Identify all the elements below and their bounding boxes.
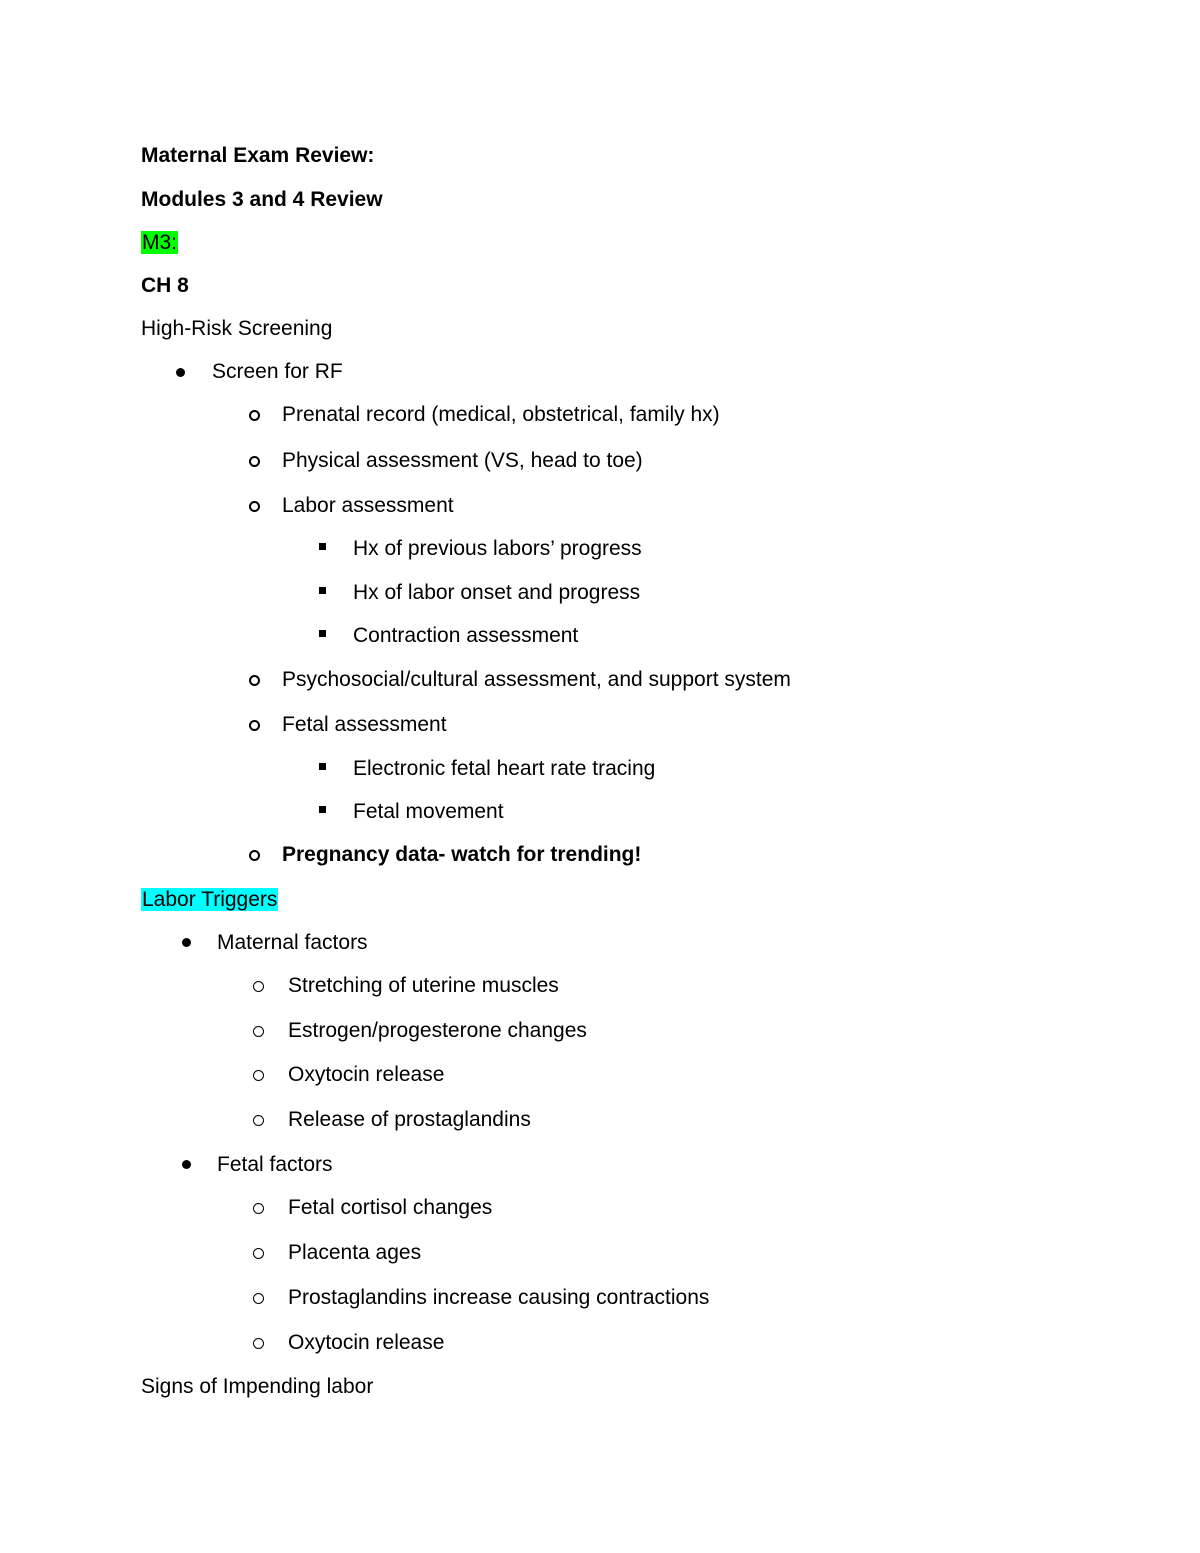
labor-triggers-heading	[141, 886, 278, 914]
fetal-factor-subitem: Placenta ages	[288, 1241, 422, 1264]
bullet-disc-icon	[182, 938, 191, 947]
fetal-factor-subitem: Fetal cortisol changes	[288, 1196, 493, 1219]
fetal-assessment-item: Fetal assessment	[282, 713, 447, 736]
bullet-square-icon	[319, 806, 326, 813]
bullet-circle-icon	[253, 1115, 264, 1126]
bullet-square-icon	[319, 630, 326, 637]
fetal-factor-subitem: Prostaglandins increase causing contractions	[288, 1286, 710, 1309]
bullet-circle-icon	[253, 1203, 264, 1214]
labor-subitem: Contraction assessment	[353, 624, 579, 647]
impending-labor-heading: Signs of Impending labor	[141, 1375, 374, 1398]
labor-assessment-item: Labor assessment	[282, 494, 454, 517]
bullet-square-icon	[319, 543, 326, 550]
bullet-circle-icon	[253, 1070, 264, 1081]
bullet-disc-icon	[176, 368, 185, 377]
pregnancy-data-item: Pregnancy data- watch for trending!	[282, 843, 642, 866]
maternal-subitem: Release of prostaglandins	[288, 1108, 531, 1131]
fetal-subitem: Electronic fetal heart rate tracing	[353, 757, 656, 780]
fetal-subitem: Fetal movement	[353, 800, 504, 823]
maternal-subitem: Estrogen/progesterone changes	[288, 1019, 587, 1042]
fetal-factors-item: Fetal factors	[217, 1153, 333, 1176]
screen-for-rf-item: Screen for RF	[212, 360, 343, 383]
bullet-circle-icon	[253, 1338, 264, 1349]
fetal-factor-subitem: Oxytocin release	[288, 1331, 445, 1354]
bullet-circle-icon	[249, 720, 260, 731]
prenatal-record-item: Prenatal record (medical, obstetrical, family hx)	[282, 403, 720, 426]
labor-subitem: Hx of labor onset and progress	[353, 581, 641, 604]
bullet-circle-icon	[249, 501, 260, 512]
document-subtitle: Modules 3 and 4 Review	[141, 188, 383, 211]
bullet-circle-icon	[249, 850, 260, 861]
bullet-circle-icon	[253, 1026, 264, 1037]
labor-triggers-highlight: Labor Triggers	[142, 888, 278, 911]
physical-assessment-item: Physical assessment (VS, head to toe)	[282, 449, 643, 472]
maternal-factors-item: Maternal factors	[217, 931, 368, 954]
bullet-square-icon	[319, 587, 326, 594]
bullet-circle-icon	[249, 456, 260, 467]
bullet-disc-icon	[182, 1160, 191, 1169]
maternal-subitem: Stretching of uterine muscles	[288, 974, 559, 997]
bullet-square-icon	[319, 763, 326, 770]
bullet-circle-icon	[249, 410, 260, 421]
bullet-circle-icon	[253, 1248, 264, 1259]
document-title: Maternal Exam Review:	[141, 144, 375, 167]
high-risk-heading: High-Risk Screening	[141, 317, 333, 340]
labor-subitem: Hx of previous labors’ progress	[353, 537, 642, 560]
maternal-subitem: Oxytocin release	[288, 1063, 445, 1086]
psychosocial-item: Psychosocial/cultural assessment, and support system	[282, 668, 791, 691]
chapter-heading: CH 8	[141, 274, 189, 297]
bullet-circle-icon	[253, 981, 264, 992]
module-label	[141, 229, 178, 257]
module-label-highlight: M3:	[142, 231, 178, 254]
bullet-circle-icon	[249, 675, 260, 686]
bullet-circle-icon	[253, 1293, 264, 1304]
